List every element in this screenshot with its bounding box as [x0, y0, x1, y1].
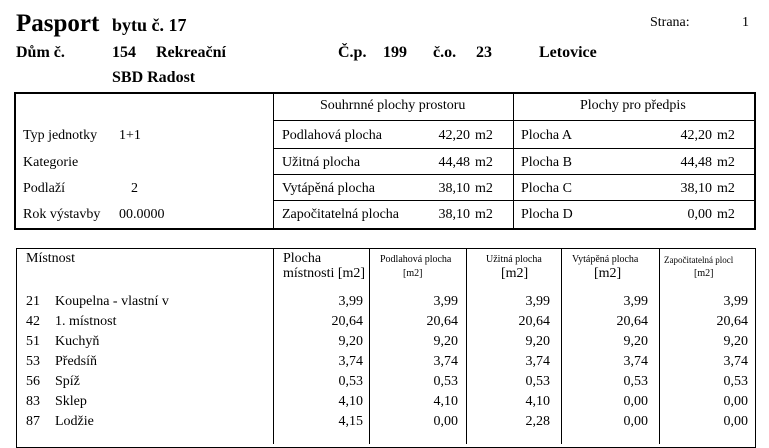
room-counted-cell: 0,00: [723, 414, 748, 429]
divider: [273, 174, 755, 175]
unit-subtitle: bytu č. 17: [112, 15, 187, 35]
info-value-floor: 2: [131, 181, 138, 196]
summary-label: Vytápěná plocha: [282, 181, 375, 196]
room-area-cell: 0,53: [338, 374, 363, 389]
room-counted-cell: 0,00: [723, 394, 748, 409]
room-usable-cell: 0,53: [525, 374, 550, 389]
summary-value: 38,10: [438, 181, 470, 196]
info-value-unit-type: 1+1: [119, 128, 141, 143]
house-number: 154: [112, 44, 136, 61]
room-heated-cell: 20,64: [616, 314, 648, 329]
room-counted-cell: 20,64: [716, 314, 748, 329]
regulation-value: 0,00: [687, 207, 712, 222]
room-heated-cell: 3,99: [623, 294, 648, 309]
room-name-cell: Lodžie: [55, 414, 94, 429]
co-value: 23: [476, 44, 492, 61]
summary-unit: m2: [475, 128, 493, 143]
room-heated-cell: 0,53: [623, 374, 648, 389]
room-floor-cell: 4,10: [433, 394, 458, 409]
summary-unit: m2: [475, 207, 493, 222]
regulation-label: Plocha B: [521, 155, 572, 170]
column-divider: [369, 248, 370, 444]
room-area-cell: 3,99: [338, 294, 363, 309]
room-usable-cell: 4,10: [525, 394, 550, 409]
room-usable-cell: 3,99: [525, 294, 550, 309]
divider: [273, 148, 755, 149]
room-area-cell: 9,20: [338, 334, 363, 349]
col-header-heated-2: [m2]: [594, 266, 622, 281]
info-label-category: Kategorie: [23, 155, 79, 170]
regulation-unit: m2: [717, 155, 735, 170]
regulation-unit: m2: [717, 181, 735, 196]
room-name-cell: Spíž: [55, 374, 80, 389]
regulation-title: Plochy pro předpis: [580, 98, 686, 113]
col-header-floor-2: [m2]: [403, 268, 423, 279]
room-code-cell: 83: [26, 394, 40, 409]
divider: [273, 120, 755, 121]
regulation-value: 42,20: [680, 128, 712, 143]
summary-value: 38,10: [438, 207, 470, 222]
col-header-usable-2: [m2]: [501, 266, 529, 281]
room-usable-cell: 20,64: [518, 314, 550, 329]
col-header-counted-1: Započitatelná plocl: [664, 255, 734, 265]
house-label: Dům č.: [16, 44, 65, 61]
room-heated-cell: 0,00: [623, 394, 648, 409]
divider: [273, 200, 755, 201]
room-floor-cell: 0,00: [433, 414, 458, 429]
regulation-value: 38,10: [680, 181, 712, 196]
room-code-cell: 87: [26, 414, 40, 429]
room-code-cell: 53: [26, 354, 40, 369]
room-name-cell: Kuchyň: [55, 334, 100, 349]
room-code-cell: 21: [26, 294, 40, 309]
divider: [273, 93, 274, 229]
room-floor-cell: 0,53: [433, 374, 458, 389]
page-number: 1: [742, 15, 749, 30]
regulation-label: Plocha A: [521, 128, 572, 143]
room-name-cell: Koupelna - vlastní v: [55, 294, 169, 309]
room-usable-cell: 2,28: [525, 414, 550, 429]
cp-value: 199: [383, 44, 407, 61]
info-label-build-year: Rok výstavby: [23, 207, 101, 222]
room-counted-cell: 9,20: [723, 334, 748, 349]
city: Letovice: [539, 44, 597, 61]
info-value-build-year: 00.0000: [119, 207, 165, 222]
column-divider: [659, 248, 660, 444]
summary-label: Podlahová plocha: [282, 128, 382, 143]
room-counted-cell: 0,53: [723, 374, 748, 389]
summary-value: 42,20: [438, 128, 470, 143]
column-divider: [561, 248, 562, 444]
room-code-cell: 56: [26, 374, 40, 389]
room-usable-cell: 9,20: [525, 334, 550, 349]
col-header-area-1: Plocha: [283, 251, 322, 266]
room-heated-cell: 9,20: [623, 334, 648, 349]
page-label: Strana:: [650, 15, 690, 30]
room-area-cell: 4,15: [338, 414, 363, 429]
summary-unit: m2: [475, 181, 493, 196]
room-area-cell: 4,10: [338, 394, 363, 409]
room-name-cell: Předsíň: [55, 354, 97, 369]
col-header-heated-1: Vytápěná plocha: [572, 254, 639, 265]
summary-label: Započitatelná plocha: [282, 207, 399, 222]
column-divider: [466, 248, 467, 444]
document-title: Pasport: [16, 10, 100, 37]
col-header-usable-1: Užitná plocha: [486, 254, 542, 265]
regulation-label: Plocha C: [521, 181, 572, 196]
summary-value: 44,48: [438, 155, 470, 170]
regulation-value: 44,48: [680, 155, 712, 170]
summary-label: Užitná plocha: [282, 155, 361, 170]
divider: [513, 93, 514, 229]
room-usable-cell: 3,74: [525, 354, 550, 369]
room-floor-cell: 20,64: [426, 314, 458, 329]
room-floor-cell: 3,74: [433, 354, 458, 369]
regulation-unit: m2: [717, 207, 735, 222]
room-code-cell: 42: [26, 314, 40, 329]
room-heated-cell: 0,00: [623, 414, 648, 429]
room-area-cell: 20,64: [331, 314, 363, 329]
col-header-area-2: místnosti [m2]: [283, 266, 366, 281]
room-name-cell: 1. místnost: [55, 314, 117, 329]
regulation-label: Plocha D: [521, 207, 573, 222]
room-floor-cell: 9,20: [433, 334, 458, 349]
room-floor-cell: 3,99: [433, 294, 458, 309]
summary-unit: m2: [475, 155, 493, 170]
owner-name: SBD Radost: [112, 69, 196, 86]
info-label-unit-type: Typ jednotky: [23, 128, 98, 143]
col-header-counted-2: [m2]: [694, 268, 714, 279]
cp-label: Č.p.: [338, 44, 367, 61]
col-header-floor-1: Podlahová plocha: [380, 254, 452, 265]
co-label: č.o.: [433, 44, 457, 61]
room-area-cell: 3,74: [338, 354, 363, 369]
summary-title: Souhrnné plochy prostoru: [320, 98, 466, 113]
column-divider: [273, 248, 274, 444]
room-counted-cell: 3,74: [723, 354, 748, 369]
house-type: Rekreační: [156, 44, 226, 61]
col-header-room: Místnost: [26, 251, 76, 266]
room-heated-cell: 3,74: [623, 354, 648, 369]
info-label-floor: Podlaží: [23, 181, 65, 196]
room-counted-cell: 3,99: [723, 294, 748, 309]
room-code-cell: 51: [26, 334, 40, 349]
regulation-unit: m2: [717, 128, 735, 143]
room-name-cell: Sklep: [55, 394, 87, 409]
